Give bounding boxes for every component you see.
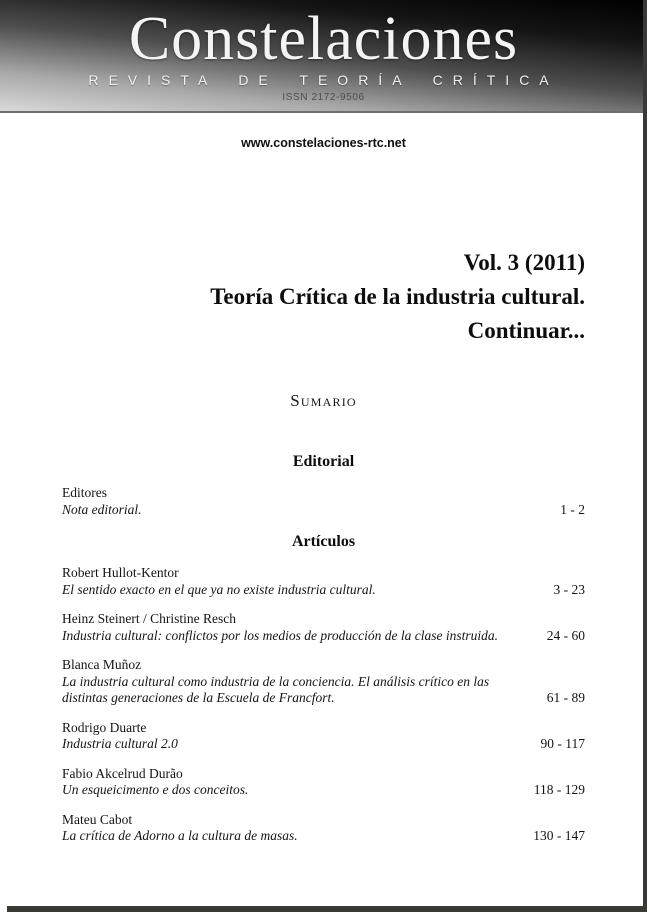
toc-entry [62, 720, 585, 753]
section-heading-editorial: Editorial [292, 453, 355, 470]
entry-authors: Mateu Cabot [62, 811, 133, 827]
entry-title: El sentido exacto en el que ya no existe industria cultural. [62, 581, 376, 597]
page-scan-edge-right [643, 0, 647, 912]
journal-subtitle: REVISTA DE TEORÍA CRÍTICA [88, 72, 559, 88]
entry-pages: 1 - 2 [560, 501, 585, 517]
entry-pages: 130 - 147 [533, 828, 585, 843]
entry-text [62, 720, 178, 753]
entry-title: Industria cultural: conflictos por los medios de producción de la clase instruida. [62, 627, 498, 643]
entry-text [62, 565, 376, 598]
page-scan-edge-bottom [7, 906, 647, 912]
entry-authors: Editores [62, 485, 107, 500]
issue-title-block [62, 246, 585, 348]
issue-title: Teoría Crítica de la industria cultural. [210, 284, 585, 309]
entry-text [62, 611, 498, 644]
entry-pages: 3 - 23 [553, 581, 585, 597]
toc-entry [62, 565, 585, 598]
toc-entry [62, 485, 585, 518]
entry-authors: Robert Hullot-Kentor [62, 565, 179, 580]
entry-pages: 61 - 89 [546, 690, 585, 705]
entry-pages: 90 - 117 [540, 736, 585, 751]
entry-title: La industria cultural como industria de la conciencia. El análisis crítico en las distintas generaciones de la Escuela de Francfort. [62, 673, 490, 705]
entry-pages: 24 - 60 [546, 627, 585, 643]
entry-text [62, 485, 142, 518]
entry-title: Un esqueicimento e dos conceitos. [62, 782, 249, 797]
entry-title: La crítica de Adorno a la cultura de masas. [62, 828, 298, 843]
entry-text [62, 812, 298, 845]
entry-pages: 118 - 129 [533, 782, 585, 797]
section-heading-articulos: Artículos [291, 533, 356, 550]
entry-title: Industria cultural 2.0 [62, 736, 178, 751]
journal-website-link[interactable]: www.constelaciones-rtc.net [241, 136, 406, 150]
entry-title: Nota editorial. [62, 501, 142, 517]
entry-text [62, 657, 532, 707]
journal-issn: ISSN 2172-9506 [282, 92, 365, 103]
masthead-banner [0, 0, 647, 113]
toc-entry [62, 766, 585, 799]
toc-content [0, 136, 647, 845]
issue-subtitle: Continuar... [467, 318, 585, 343]
journal-title: Constelaciones [128, 5, 519, 73]
toc-entry [62, 657, 585, 707]
entry-authors: Fabio Akcelrud Durão [62, 765, 183, 781]
entry-text [62, 766, 248, 799]
summary-heading: Sumario [290, 391, 357, 410]
entry-authors: Heinz Steinert / Christine Resch [62, 611, 236, 626]
entry-authors: Rodrigo Duarte [62, 719, 147, 735]
toc-entry [62, 812, 585, 845]
toc-entry [62, 611, 585, 644]
entry-authors: Blanca Muñoz [62, 657, 142, 672]
issue-volume: Vol. 3 (2011) [463, 250, 585, 275]
